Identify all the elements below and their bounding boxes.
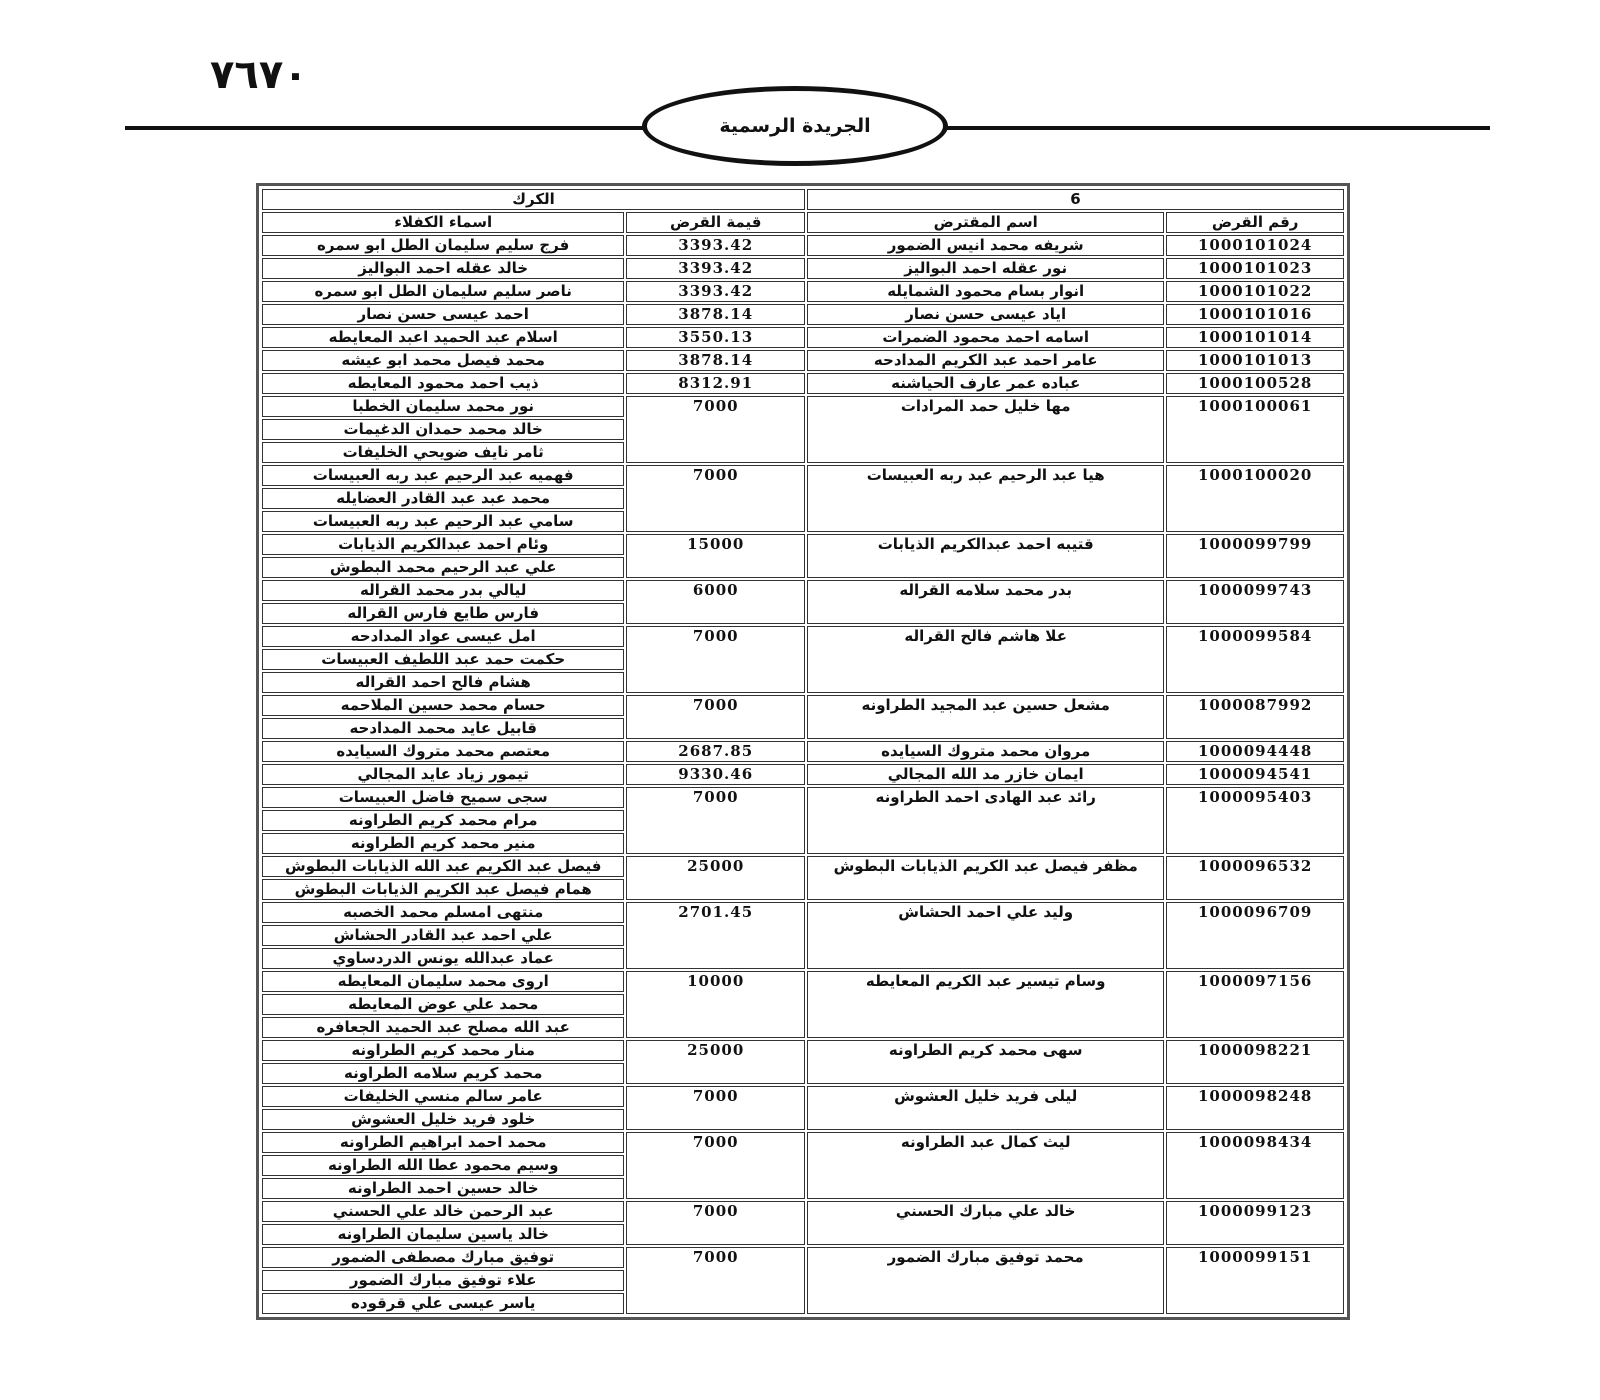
loan-row	[262, 1086, 1344, 1107]
masthead-oval	[642, 86, 948, 166]
loan-number: 1000096532	[1166, 856, 1344, 900]
loan-number: 1000101022	[1166, 281, 1344, 302]
loan-amount: 7000	[626, 465, 805, 532]
borrower-name: اياد عيسى حسن نصار	[807, 304, 1164, 325]
borrower-name: اسامه احمد محمود الضمرات	[807, 327, 1164, 348]
guarantor-name: وئام احمد عبدالكريم الذيابات	[262, 534, 624, 555]
guarantor-name: عامر سالم منسي الخليفات	[262, 1086, 624, 1107]
region-row	[262, 189, 1344, 210]
borrower-name: مها خليل حمد المرادات	[807, 396, 1164, 463]
loan-amount: 3393.42	[626, 281, 805, 302]
loan-row	[262, 580, 1344, 601]
loan-number: 1000099584	[1166, 626, 1344, 693]
loan-number: 1000101016	[1166, 304, 1344, 325]
loan-row	[262, 741, 1344, 762]
loan-amount: 7000	[626, 1132, 805, 1199]
guarantor-name: حكمت حمد عبد اللطيف العبيسات	[262, 649, 624, 670]
loan-number: 1000099151	[1166, 1247, 1344, 1314]
loan-row	[262, 695, 1344, 716]
header-loan-no: رقم القرض	[1166, 212, 1344, 233]
group-cell: 6	[807, 189, 1344, 210]
guarantor-name: فهميه عبد الرحيم عبد ربه العبيسات	[262, 465, 624, 486]
guarantor-name: منتهى امسلم محمد الخصبه	[262, 902, 624, 923]
loan-amount: 25000	[626, 1040, 805, 1084]
loan-row	[262, 1132, 1344, 1153]
borrower-name: عامر احمد عبد الكريم المدادحه	[807, 350, 1164, 371]
header-row	[262, 212, 1344, 233]
loan-row	[262, 258, 1344, 279]
loan-amount: 3878.14	[626, 350, 805, 371]
guarantor-name: احمد عيسى حسن نصار	[262, 304, 624, 325]
guarantor-name: فارس طايع فارس القراله	[262, 603, 624, 624]
borrower-name: علا هاشم فالح القراله	[807, 626, 1164, 693]
guarantor-name: هشام فالح احمد القراله	[262, 672, 624, 693]
guarantor-name: ذيب احمد محمود المعايطه	[262, 373, 624, 394]
borrower-name: سهى محمد كريم الطراونه	[807, 1040, 1164, 1084]
loan-row	[262, 1201, 1344, 1222]
loan-number: 1000101014	[1166, 327, 1344, 348]
borrower-name: محمد توفيق مبارك الضمور	[807, 1247, 1164, 1314]
borrower-name: قتيبه احمد عبدالكريم الذيابات	[807, 534, 1164, 578]
loan-number: 1000098248	[1166, 1086, 1344, 1130]
loan-amount: 3393.42	[626, 235, 805, 256]
guarantor-name: فرج سليم سليمان الطل ابو سمره	[262, 235, 624, 256]
guarantor-name: سامي عبد الرحيم عبد ربه العبيسات	[262, 511, 624, 532]
loans-table-frame	[256, 183, 1350, 1320]
page-number: ٧٦٧٠	[210, 52, 308, 98]
loan-number: 1000100528	[1166, 373, 1344, 394]
borrower-name: ليلى فريد خليل العشوش	[807, 1086, 1164, 1130]
loans-table	[260, 187, 1346, 1316]
guarantor-name: محمد فيصل محمد ابو عيشه	[262, 350, 624, 371]
loan-row	[262, 235, 1344, 256]
guarantor-name: وسيم محمود عطا الله الطراونه	[262, 1155, 624, 1176]
guarantor-name: ياسر عيسى علي قرقوده	[262, 1293, 624, 1314]
loan-row	[262, 1040, 1344, 1061]
loan-number: 1000099799	[1166, 534, 1344, 578]
loan-row	[262, 350, 1344, 371]
borrower-name: شريفه محمد انيس الضمور	[807, 235, 1164, 256]
borrower-name: هيا عبد الرحيم عبد ربه العبيسات	[807, 465, 1164, 532]
loan-amount: 7000	[626, 626, 805, 693]
loan-row	[262, 971, 1344, 992]
guarantor-name: خالد محمد حمدان الدغيمات	[262, 419, 624, 440]
loan-row	[262, 327, 1344, 348]
guarantor-name: علي احمد عبد القادر الحشاش	[262, 925, 624, 946]
borrower-name: مشعل حسين عبد المجيد الطراونه	[807, 695, 1164, 739]
loan-number: 1000097156	[1166, 971, 1344, 1038]
guarantor-name: علاء توفيق مبارك الضمور	[262, 1270, 624, 1291]
loan-number: 1000100020	[1166, 465, 1344, 532]
loan-amount: 2687.85	[626, 741, 805, 762]
guarantor-name: معتصم محمد متروك السيايده	[262, 741, 624, 762]
borrower-name: ليث كمال عبد الطراونه	[807, 1132, 1164, 1199]
loan-row	[262, 534, 1344, 555]
loan-number: 1000101024	[1166, 235, 1344, 256]
guarantor-name: فيصل عبد الكريم عبد الله الذيابات البطوش	[262, 856, 624, 877]
guarantor-name: اروى محمد سليمان المعايطه	[262, 971, 624, 992]
loan-number: 1000099123	[1166, 1201, 1344, 1245]
guarantor-name: عماد عبدالله يونس الدردساوي	[262, 948, 624, 969]
guarantor-name: عبد الرحمن خالد علي الحسني	[262, 1201, 624, 1222]
borrower-name: خالد علي مبارك الحسني	[807, 1201, 1164, 1245]
guarantor-name: محمد احمد ابراهيم الطراونه	[262, 1132, 624, 1153]
loan-number: 1000099743	[1166, 580, 1344, 624]
guarantor-name: محمد علي عوض المعايطه	[262, 994, 624, 1015]
guarantor-name: حسام محمد حسين الملاحمه	[262, 695, 624, 716]
loan-number: 1000087992	[1166, 695, 1344, 739]
guarantor-name: ليالي بدر محمد القراله	[262, 580, 624, 601]
loan-number: 1000098434	[1166, 1132, 1344, 1199]
header-guarantors: اسماء الكفلاء	[262, 212, 624, 233]
borrower-name: انوار بسام محمود الشمايله	[807, 281, 1164, 302]
loan-amount: 25000	[626, 856, 805, 900]
loan-row	[262, 304, 1344, 325]
loan-amount: 2701.45	[626, 902, 805, 969]
borrower-name: ايمان خازر مد الله المجالي	[807, 764, 1164, 785]
guarantor-name: عبد الله مصلح عبد الحميد الجعافره	[262, 1017, 624, 1038]
guarantor-name: توفيق مبارك مصطفى الضمور	[262, 1247, 624, 1268]
loan-amount: 6000	[626, 580, 805, 624]
borrower-name: رائد عبد الهادى احمد الطراونه	[807, 787, 1164, 854]
borrower-name: نور عقله احمد البواليز	[807, 258, 1164, 279]
guarantor-name: خلود فريد خليل العشوش	[262, 1109, 624, 1130]
borrower-name: بدر محمد سلامه القراله	[807, 580, 1164, 624]
guarantor-name: خالد عقله احمد البواليز	[262, 258, 624, 279]
loan-amount: 7000	[626, 1201, 805, 1245]
loan-number: 1000094448	[1166, 741, 1344, 762]
loan-amount: 7000	[626, 1086, 805, 1130]
masthead-title: الجريدة الرسمية	[719, 115, 871, 137]
borrower-name: عباده عمر عارف الحياشنه	[807, 373, 1164, 394]
header-amount: قيمة القرض	[626, 212, 805, 233]
loans-table-body	[262, 189, 1344, 1314]
loan-amount: 3393.42	[626, 258, 805, 279]
loan-number: 1000100061	[1166, 396, 1344, 463]
header-borrower: اسم المقترض	[807, 212, 1164, 233]
guarantor-name: علي عبد الرحيم محمد البطوش	[262, 557, 624, 578]
borrower-name: مظفر فيصل عبد الكريم الذيابات البطوش	[807, 856, 1164, 900]
loan-number: 1000101023	[1166, 258, 1344, 279]
loan-number: 1000095403	[1166, 787, 1344, 854]
loan-row	[262, 465, 1344, 486]
loan-row	[262, 396, 1344, 417]
guarantor-name: خالد ياسين سليمان الطراونه	[262, 1224, 624, 1245]
loan-amount: 3550.13	[626, 327, 805, 348]
loan-amount: 9330.46	[626, 764, 805, 785]
loan-row	[262, 1247, 1344, 1268]
loan-number: 1000098221	[1166, 1040, 1344, 1084]
loan-amount: 3878.14	[626, 304, 805, 325]
guarantor-name: نور محمد سليمان الخطبا	[262, 396, 624, 417]
loan-amount: 7000	[626, 1247, 805, 1314]
guarantor-name: منار محمد كريم الطراونه	[262, 1040, 624, 1061]
guarantor-name: محمد كريم سلامه الطراونه	[262, 1063, 624, 1084]
borrower-name: مروان محمد متروك السيايده	[807, 741, 1164, 762]
guarantor-name: خالد حسين احمد الطراونه	[262, 1178, 624, 1199]
guarantor-name: قابيل عايد محمد المدادحه	[262, 718, 624, 739]
loan-row	[262, 281, 1344, 302]
guarantor-name: سجى سميح فاضل العبيسات	[262, 787, 624, 808]
loan-row	[262, 764, 1344, 785]
borrower-name: وسام تيسير عبد الكريم المعايطه	[807, 971, 1164, 1038]
loan-row	[262, 856, 1344, 877]
header-rule-right	[935, 126, 1490, 130]
header-rule-left	[125, 126, 645, 130]
loan-amount: 10000	[626, 971, 805, 1038]
loan-row	[262, 626, 1344, 647]
guarantor-name: محمد عبد عبد القادر العضايله	[262, 488, 624, 509]
loan-amount: 8312.91	[626, 373, 805, 394]
loan-row	[262, 787, 1344, 808]
loan-amount: 7000	[626, 695, 805, 739]
guarantor-name: امل عيسى عواد المدادحه	[262, 626, 624, 647]
guarantor-name: ثامر نايف ضويحي الخليفات	[262, 442, 624, 463]
guarantor-name: ناصر سليم سليمان الطل ابو سمره	[262, 281, 624, 302]
guarantor-name: اسلام عبد الحميد اعبد المعايطه	[262, 327, 624, 348]
guarantor-name: همام فيصل عبد الكريم الذيابات البطوش	[262, 879, 624, 900]
loan-row	[262, 902, 1344, 923]
loan-number: 1000094541	[1166, 764, 1344, 785]
region-cell: الكرك	[262, 189, 805, 210]
loan-row	[262, 373, 1344, 394]
borrower-name: وليد علي احمد الحشاش	[807, 902, 1164, 969]
loan-number: 1000096709	[1166, 902, 1344, 969]
guarantor-name: مرام محمد كريم الطراونه	[262, 810, 624, 831]
guarantor-name: تيمور زياد عايد المجالي	[262, 764, 624, 785]
loan-amount: 7000	[626, 396, 805, 463]
guarantor-name: منير محمد كريم الطراونه	[262, 833, 624, 854]
loan-amount: 7000	[626, 787, 805, 854]
loan-amount: 15000	[626, 534, 805, 578]
loan-number: 1000101013	[1166, 350, 1344, 371]
